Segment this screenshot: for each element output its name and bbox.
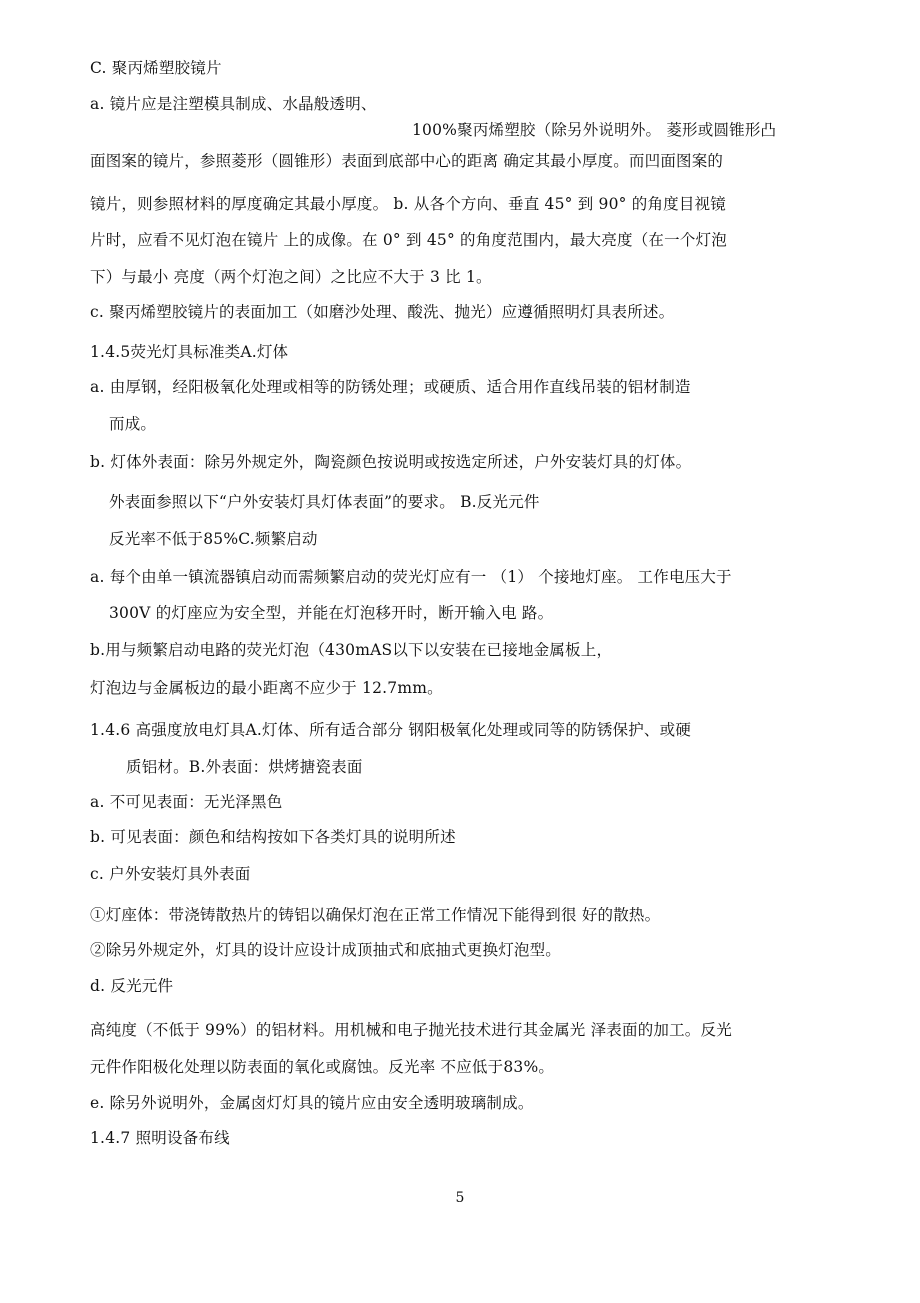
text-line-9: 1.4.5荧光灯具标准类A.灯体 bbox=[90, 343, 289, 361]
text-line-2: a. 镜片应是注塑模具制成、水晶般透明、 bbox=[90, 95, 377, 113]
text-line-10: a. 由厚钢，经阳极氧化处理或相等的防锈处理；或硬质、适合用作直线吊装的铝材制造 bbox=[90, 378, 691, 396]
text-line-12: b. 灯体外表面：除另外规定外，陶瓷颜色按说明或按选定所述，户外安装灯具的灯体。 bbox=[90, 453, 692, 471]
text-line-15: a. 每个由单一镇流器镇启动而需频繁启动的荧光灯应有一 （1） 个接地灯座。 工作电压大于 bbox=[90, 568, 732, 586]
text-line-7: 下）与最小 亮度（两个灯泡之间）之比应不大于 3 比 1。 bbox=[90, 268, 492, 286]
text-line-21: a. 不可见表面：无光泽黑色 bbox=[90, 793, 283, 811]
page-number: 5 bbox=[455, 1190, 465, 1206]
text-line-24: ①灯座体：带浇铸散热片的铸铝以确保灯泡在正常工作情况下能得到很 好的散热。 bbox=[90, 906, 661, 924]
text-line-27: 高纯度（不低于 99%）的铝材料。用机械和电子抛光技术进行其金属光 泽表面的加工。反光 bbox=[90, 1021, 732, 1039]
text-line-11: 而成。 bbox=[109, 415, 157, 433]
text-line-16: 300V 的灯座应为安全型，并能在灯泡移开时，断开输入电 路。 bbox=[109, 604, 554, 622]
text-line-1: C. 聚丙烯塑胶镜片 bbox=[90, 59, 222, 77]
text-line-13: 外表面参照以下“户外安装灯具灯体表面”的要求。 B.反光元件 bbox=[109, 493, 540, 511]
text-line-17: b.用与频繁启动电路的荧光灯泡（430mAS以下以安装在已接地金属板上， bbox=[90, 641, 613, 659]
text-line-4: 面图案的镜片，参照菱形（圆锥形）表面到底部中心的距离 确定其最小厚度。而凹面图案的 bbox=[90, 152, 724, 170]
text-line-19: 1.4.6 高强度放电灯具A.灯体、所有适合部分 钢阳极氧化处理或同等的防锈保护、或硬 bbox=[90, 721, 692, 739]
text-line-3: 100%聚丙烯塑胶（除另外说明外。 菱形或圆锥形凸 bbox=[412, 121, 777, 139]
text-line-28: 元件作阳极化处理以防表面的氧化或腐蚀。反光率 不应低于83%。 bbox=[90, 1058, 555, 1076]
text-line-23: c. 户外安装灯具外表面 bbox=[90, 865, 251, 883]
text-line-26: d. 反光元件 bbox=[90, 977, 174, 995]
text-line-6: 片时，应看不见灯泡在镜片 上的成像。在 0° 到 45° 的角度范围内，最大亮度（在一个灯泡 bbox=[90, 231, 727, 249]
text-line-18: 灯泡边与金属板边的最小距离不应少于 12.7mm。 bbox=[90, 679, 443, 697]
text-line-14: 反光率不低于85%C.频繁启动 bbox=[109, 530, 318, 548]
text-line-20: 质铝材。B.外表面：烘烤搪瓷表面 bbox=[126, 758, 363, 776]
text-line-29: e. 除另外说明外，金属卤灯灯具的镜片应由安全透明玻璃制成。 bbox=[90, 1094, 534, 1112]
text-line-30: 1.4.7 照明设备布线 bbox=[90, 1129, 230, 1147]
text-line-5: 镜片，则参照材料的厚度确定其最小厚度。 b. 从各个方向、垂直 45° 到 90° 的角度目视镜 bbox=[90, 195, 726, 213]
text-line-25: ②除另外规定外，灯具的设计应设计成顶抽式和底抽式更换灯泡型。 bbox=[90, 941, 562, 959]
text-line-22: b. 可见表面：颜色和结构按如下各类灯具的说明所述 bbox=[90, 828, 456, 846]
text-line-8: c. 聚丙烯塑胶镜片的表面加工（如磨沙处理、酸洗、抛光）应遵循照明灯具表所述。 bbox=[90, 303, 675, 321]
